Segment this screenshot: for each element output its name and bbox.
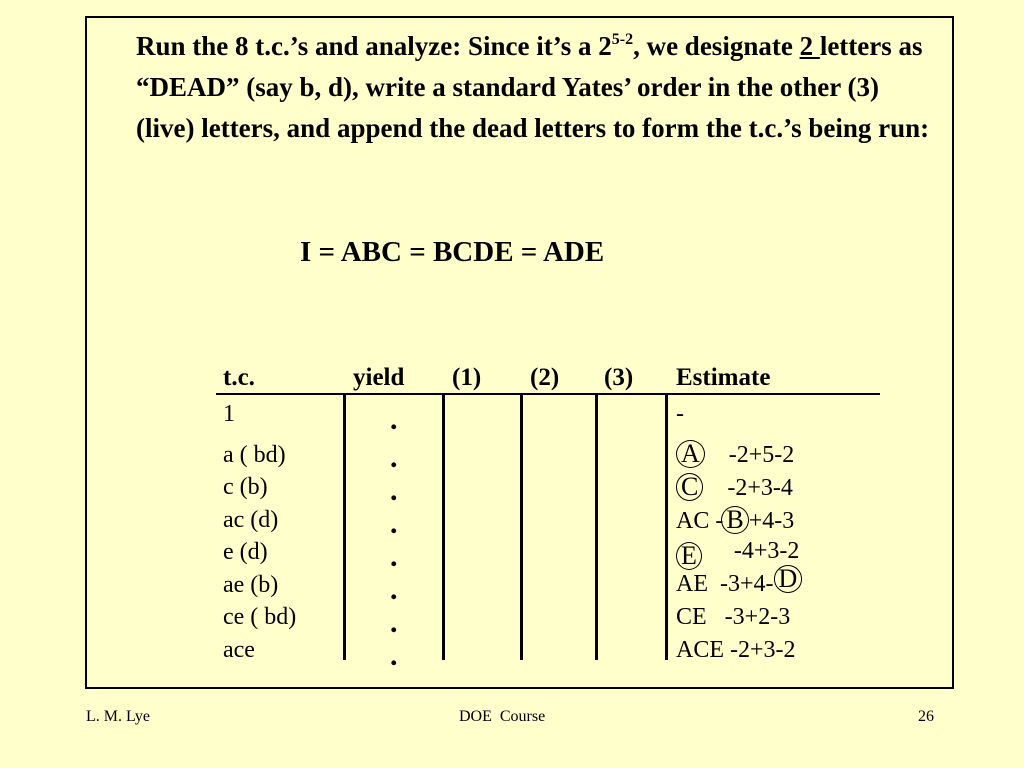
yield-cell: . <box>390 403 398 436</box>
footer-course: DOE Course <box>459 708 546 725</box>
circled-effect: D <box>774 565 803 593</box>
yield-cell: . <box>390 606 398 639</box>
tc-cell: ce ( bd) <box>223 604 297 630</box>
circled-effect: A <box>676 440 705 468</box>
estimate-cell <box>676 506 794 535</box>
estimate-cell: ACE -2+3-2 <box>676 637 796 663</box>
header-rule <box>216 393 880 395</box>
estimate-signs: -2+5-2 <box>728 442 795 468</box>
tc-cell: a ( bd) <box>223 442 286 468</box>
column-divider <box>520 395 523 660</box>
column-divider <box>595 395 598 660</box>
yield-cell: . <box>390 441 398 474</box>
column-divider <box>665 395 668 660</box>
estimate-cell: CE -3+2-3 <box>676 604 791 630</box>
header-col3: (3) <box>604 364 634 391</box>
estimate-signs: +4-3 <box>748 508 795 534</box>
column-divider <box>343 395 346 660</box>
yield-cell: . <box>390 507 398 540</box>
tc-cell: ac (d) <box>223 507 279 533</box>
footer-author: L. M. Lye <box>86 708 150 725</box>
estimate-cell: - <box>676 401 684 427</box>
estimate-label: AE -3+4- <box>676 571 774 597</box>
header-tc: t.c. <box>223 364 255 391</box>
column-divider <box>442 395 445 660</box>
header-col1: (1) <box>452 364 482 391</box>
yield-cell: . <box>390 474 398 507</box>
header-col2: (2) <box>530 364 560 391</box>
circled-effect: E <box>676 542 702 570</box>
estimate-signs: -2+3-4 <box>727 475 793 501</box>
estimate-signs: -4+3-2 <box>733 538 800 564</box>
yield-cell: . <box>390 540 398 573</box>
defining-relation: I = ABC = BCDE = ADE <box>300 236 605 268</box>
header-estimate: Estimate <box>676 364 771 391</box>
yield-cell: . <box>390 639 398 672</box>
tc-cell: ace <box>223 637 255 663</box>
estimate-label: AC - <box>676 508 724 534</box>
estimate-cell <box>676 564 802 598</box>
intro-paragraph: Run the 8 t.c.’s and analyze: Since it’s a 2$^{5-2}$, we designate 2 letters as “DEAD” (say b, d), write a standard Yates’ order in the other (3) (live) letters, and append the dead letters to form the t.c.’s being run: <box>136 31 930 143</box>
tc-cell: 1 <box>223 401 235 427</box>
circled-effect: C <box>676 473 703 501</box>
tc-cell: c (b) <box>223 474 268 500</box>
tc-cell: ae (b) <box>223 572 279 598</box>
circled-effect: B <box>721 506 748 534</box>
estimate-cell <box>676 440 794 469</box>
yield-cell: . <box>390 573 398 606</box>
tc-cell: e (d) <box>223 539 268 565</box>
estimate-cell <box>676 473 793 502</box>
header-yield: yield <box>353 364 405 391</box>
footer-page-number: 26 <box>918 708 934 725</box>
estimate-cell <box>676 536 800 570</box>
